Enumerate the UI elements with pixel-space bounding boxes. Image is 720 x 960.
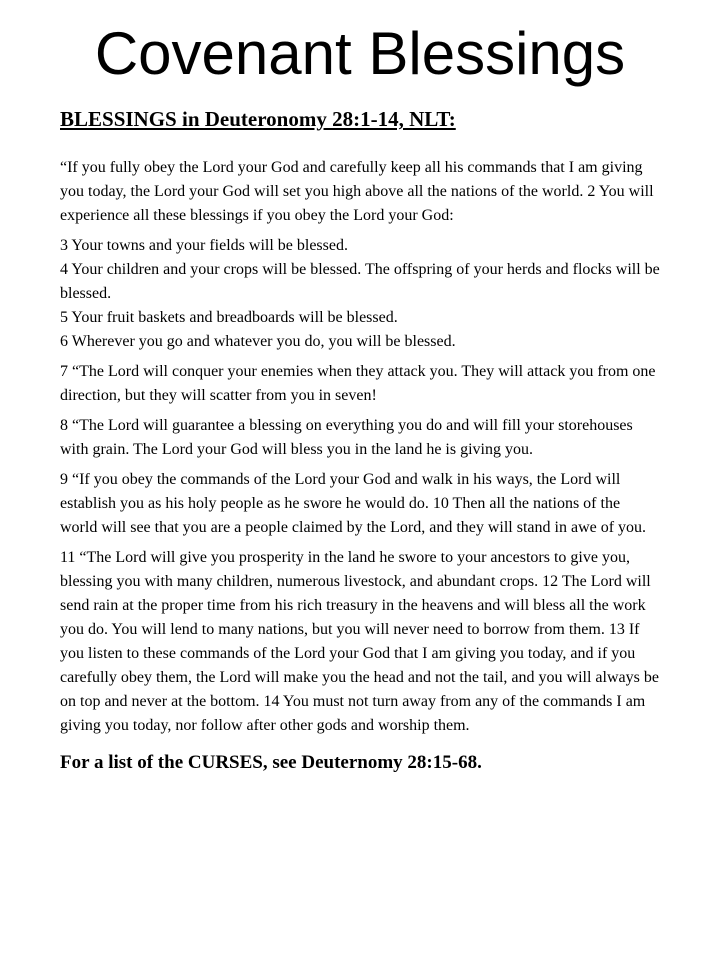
verse-text: “If you fully obey the Lord your God and carefully keep all his commands that I am giving you today, the Lord your God will set you high above all the nations of the world. 2 You will experience all these blessings if you obey the Lord your God: xyxy=(60,159,654,224)
verse-text: 11 “The Lord will give you prosperity in the land he swore to your ancestors to give you, blessing you with many children, numerous livestock, and abundant crops. 12 The Lord will send rain at the proper time from his rich treasury in the heavens and will bless all the work you do. You will lend to many nations, but you will never need to borrow from them. 13 If you listen to these commands of the Lord your God that I am giving you today, and if you carefully obey them, the Lord will make you the head and not the tail, and you will always be on top and never at the bottom. 14 You must not turn away from any of the commands I am giving you today, nor follow after other gods and worship them. xyxy=(60,549,659,734)
verse-line: 5 Your fruit baskets and breadboards will be blessed. xyxy=(60,309,398,326)
section-heading: BLESSINGS in Deuteronomy 28:1-14, NLT: xyxy=(60,107,456,131)
verse-text: 8 “The Lord will guarantee a blessing on everything you do and will fill your storehouses with grain. The Lord your God will bless you in the land he is giving you. xyxy=(60,417,633,458)
verse-text: 7 “The Lord will conquer your enemies when they attack you. They will attack you from one direction, but they will scatter from you in seven! xyxy=(60,363,656,404)
verse-paragraph-4 xyxy=(60,414,660,462)
curses-reference-note: For a list of the CURSES, see Deuternomy 28:15-68. xyxy=(60,752,482,773)
verse-paragraph-1 xyxy=(60,156,660,228)
page-title: Covenant Blessings xyxy=(94,20,626,87)
document-body xyxy=(60,104,660,776)
verse-text: 9 “If you obey the commands of the Lord your God and walk in his ways, the Lord will establish you as his holy people as he swore he would do. 10 Then all the nations of the world will see that you are a people claimed by the Lord, and they will stand in awe of you. xyxy=(60,471,647,536)
verse-line: 6 Wherever you go and whatever you do, you will be blessed. xyxy=(60,333,456,350)
verse-paragraph-3 xyxy=(60,360,660,408)
verse-paragraph-2 xyxy=(60,234,660,354)
verse-paragraph-5 xyxy=(60,468,660,540)
verse-line: 3 Your towns and your fields will be blessed. xyxy=(60,237,348,254)
verse-line: 4 Your children and your crops will be blessed. The offspring of your herds and flocks will be blessed. xyxy=(60,261,660,302)
verse-paragraph-6 xyxy=(60,546,660,738)
